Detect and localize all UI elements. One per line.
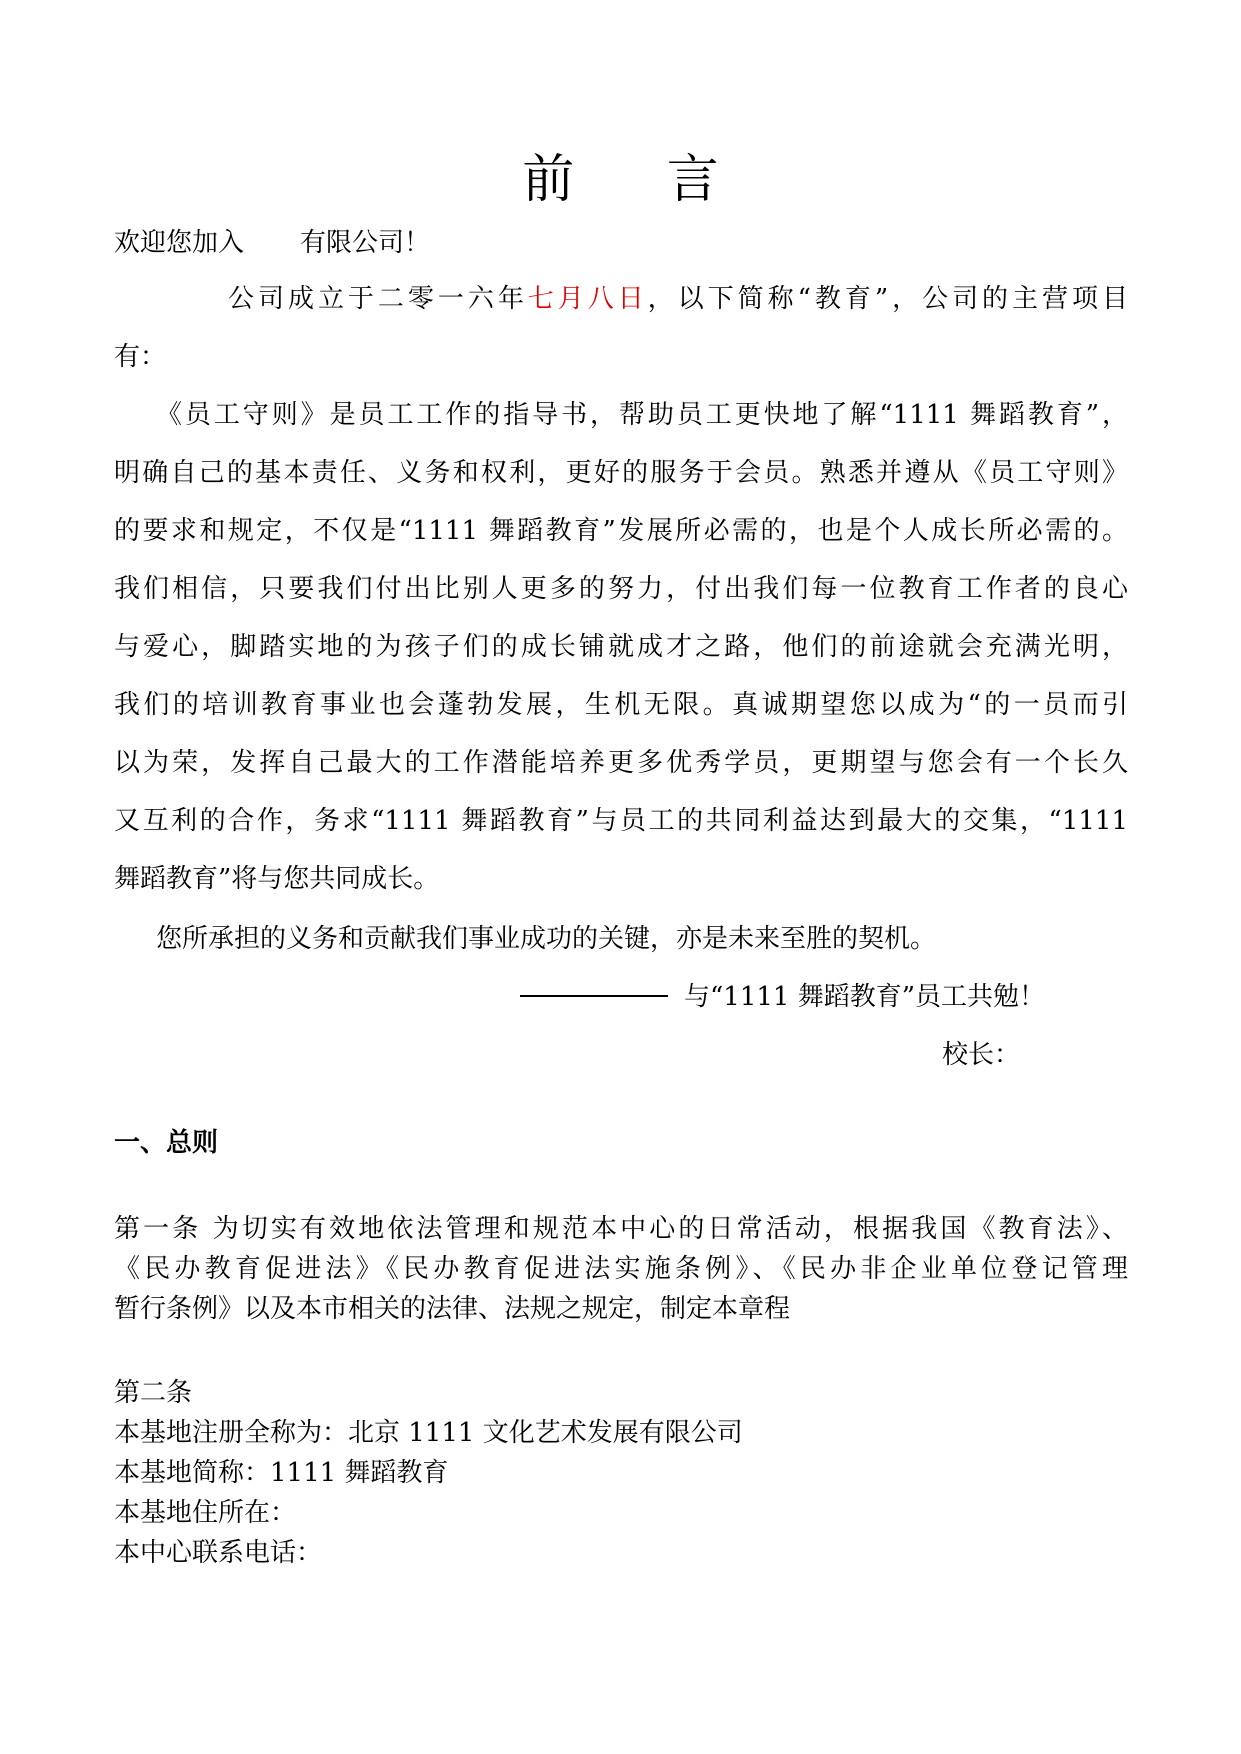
paragraph-line: 又互利的合作，务求“1111 舞蹈教育”与员工的共同利益达到最大的交集，“1111 — [114, 806, 1128, 836]
motto-line — [520, 980, 1045, 1014]
welcome-suffix: 有限公司！ — [300, 228, 431, 258]
paragraph-line: 以为荣，发挥自己最大的工作潜能培养更多优秀学员，更期望与您会有一个长久 — [114, 748, 1128, 778]
article1-line: 暂行条例》以及本市相关的法律、法规之规定，制定本章程 — [114, 1294, 791, 1324]
preface-title: 前 言 — [522, 150, 757, 210]
founded-prefix: 公司成立于二零一六年 — [228, 284, 528, 314]
founded-suffix: ，以下简称“教育”，公司的主营项目 — [647, 284, 1128, 314]
paragraph-line: 与爱心，脚踏实地的为孩子们的成长铺就成才之路，他们的前途就会充满光明， — [114, 632, 1128, 662]
founded-line — [114, 282, 1128, 316]
article1-line: 《民办教育促进法》《民办教育促进法实施条例》、《民办非企业单位登记管理 — [114, 1254, 1128, 1284]
dash-rule — [520, 995, 668, 997]
motto-text: 与“1111 舞蹈教育”员工共勉！ — [684, 982, 1046, 1012]
principal-signature: 校长： — [942, 1040, 1021, 1070]
article2-line: 本基地注册全称为：北京 1111 文化艺术发展有限公司 — [114, 1418, 743, 1448]
paragraph-line: 明确自己的基本责任、义务和权利，更好的服务于会员。熟悉并遵从《员工守则》 — [114, 458, 1128, 488]
article2-title: 第二条 — [114, 1378, 193, 1408]
paragraph-line: 我们的培训教育事业也会蓬勃发展，生机无限。真诚期望您以成为“的一员而引 — [114, 690, 1128, 720]
duty-line: 您所承担的义务和贡献我们事业成功的关键，亦是未来至胜的契机。 — [156, 924, 937, 954]
welcome-line — [114, 226, 430, 260]
paragraph-line: 的要求和规定，不仅是“1111 舞蹈教育”发展所必需的，也是个人成长所必需的。 — [114, 516, 1128, 546]
paragraph-line: 我们相信，只要我们付出比别人更多的努力，付出我们每一位教育工作者的良心 — [114, 574, 1128, 604]
article2-line: 本中心联系电话： — [114, 1538, 323, 1568]
article1-line: 第一条 为切实有效地依法管理和规范本中心的日常活动，根据我国《教育法》、 — [114, 1214, 1128, 1244]
founded-continuation: 有： — [114, 342, 167, 372]
article2-line: 本基地简称：1111 舞蹈教育 — [114, 1458, 449, 1488]
paragraph-line: 舞蹈教育”将与您共同成长。 — [114, 864, 440, 894]
founded-date: 七月八日 — [527, 284, 648, 314]
paragraph-line: 《员工守则》是员工工作的指导书，帮助员工更快地了解“1111 舞蹈教育”， — [156, 400, 1128, 430]
article2-line: 本基地住所在： — [114, 1498, 297, 1528]
welcome-prefix: 欢迎您加入 — [114, 228, 245, 258]
section-heading: 一、总则 — [114, 1128, 219, 1158]
